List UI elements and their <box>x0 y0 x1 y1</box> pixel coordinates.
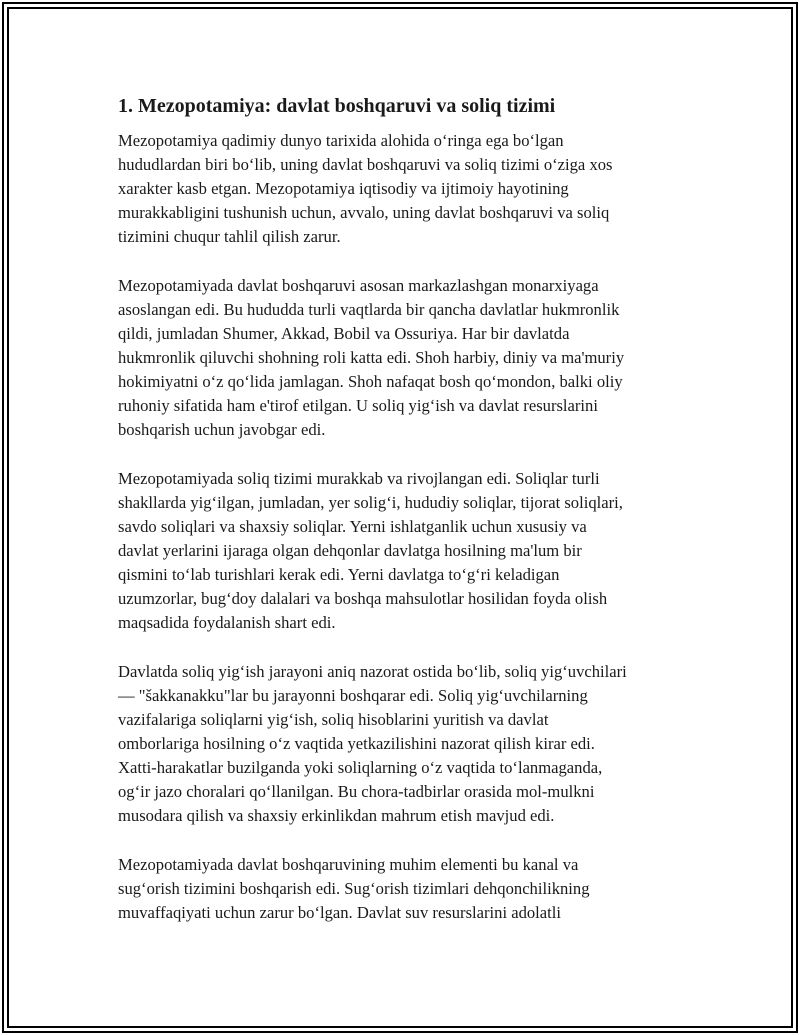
text-line: uzumzorlar, bug‘doy dalalari va boshqa mahsulotlar hosilidan foyda olish <box>118 589 608 608</box>
text-line: ruhoniy sifatida ham e'tirof etilgan. U soliq yig‘ish va davlat resurslarini <box>118 396 598 415</box>
text-line: boshqarish uchun javobgar edi. <box>118 420 326 439</box>
text-line: Davlatda soliq yig‘ish jarayoni aniq nazorat ostida bo‘lib, soliq yig‘uvchilari <box>118 662 627 681</box>
document-body <box>118 93 693 950</box>
text-line: xarakter kasb etgan. Mezopotamiya iqtisodiy va ijtimoiy hayotining <box>118 179 569 198</box>
section-title: 1. Mezopotamiya: davlat boshqaruvi va soliq tizimi <box>118 95 556 117</box>
paragraph-5 <box>118 853 693 925</box>
text-line: sug‘orish tizimini boshqarish edi. Sug‘orish tizimlari dehqonchilikning <box>118 879 590 898</box>
text-line: musodara qilish va shaxsiy erkinlikdan mahrum etish mavjud edi. <box>118 806 555 825</box>
text-line: hududlardan biri bo‘lib, uning davlat boshqaruvi va soliq tizimi o‘ziga xos <box>118 155 613 174</box>
paragraph-3 <box>118 467 693 635</box>
text-line: hukmronlik qiluvchi shohning roli katta edi. Shoh harbiy, diniy va ma'muriy <box>118 348 625 367</box>
text-line: tizimini chuqur tahlil qilish zarur. <box>118 227 341 246</box>
text-line: davlat yerlarini ijaraga olgan dehqonlar davlatga hosilning ma'lum bir <box>118 541 582 560</box>
text-line: vazifalariga soliqlarni yig‘ish, soliq hisoblarini yuritish va davlat <box>118 710 549 729</box>
text-line: savdo soliqlari va shaxsiy soliqlar. Yerni ishlatganlik uchun xususiy va <box>118 517 587 536</box>
text-line: — "šakkanakku"lar bu jarayonni boshqarar edi. Soliq yig‘uvchilarning <box>118 686 588 705</box>
paragraph-4 <box>118 660 693 828</box>
text-line: qismini to‘lab turishlari kerak edi. Yerni davlatga to‘g‘ri keladigan <box>118 565 560 584</box>
text-line: Mezopotamiyada soliq tizimi murakkab va rivojlangan edi. Soliqlar turli <box>118 469 600 488</box>
text-line: Mezopotamiya qadimiy dunyo tarixida alohida o‘ringa ega bo‘lgan <box>118 131 564 150</box>
text-line: shakllarda yig‘ilgan, jumladan, yer solig‘i, hududiy soliqlar, tijorat soliqlari, <box>118 493 623 512</box>
text-line: murakkabligini tushunish uchun, avvalo, uning davlat boshqaruvi va soliq <box>118 203 610 222</box>
text-line: asoslangan edi. Bu hududda turli vaqtlarda bir qancha davlatlar hukmronlik <box>118 300 620 319</box>
text-line: Mezopotamiyada davlat boshqaruvi asosan markazlashgan monarxiyaga <box>118 276 599 295</box>
text-line: Xatti-harakatlar buzilganda yoki soliqlarning o‘z vaqtida to‘lanmaganda, <box>118 758 603 777</box>
text-line: og‘ir jazo choralari qo‘llanilgan. Bu chora-tadbirlar orasida mol-mulkni <box>118 782 595 801</box>
text-line: muvaffaqiyati uchun zarur bo‘lgan. Davlat suv resurslarini adolatli <box>118 903 561 922</box>
text-line: qildi, jumladan Shumer, Akkad, Bobil va Ossuriya. Har bir davlatda <box>118 324 570 343</box>
text-line: maqsadida foydalanish shart edi. <box>118 613 336 632</box>
text-line: Mezopotamiyada davlat boshqaruvining muhim elementi bu kanal va <box>118 855 579 874</box>
paragraph-2 <box>118 274 693 442</box>
text-line: omborlariga hosilning o‘z vaqtida yetkazilishini nazorat qilish kirar edi. <box>118 734 595 753</box>
text-line: hokimiyatni o‘z qo‘lida jamlagan. Shoh nafaqat bosh qo‘mondon, balki oliy <box>118 372 623 391</box>
paragraph-1 <box>118 129 693 249</box>
